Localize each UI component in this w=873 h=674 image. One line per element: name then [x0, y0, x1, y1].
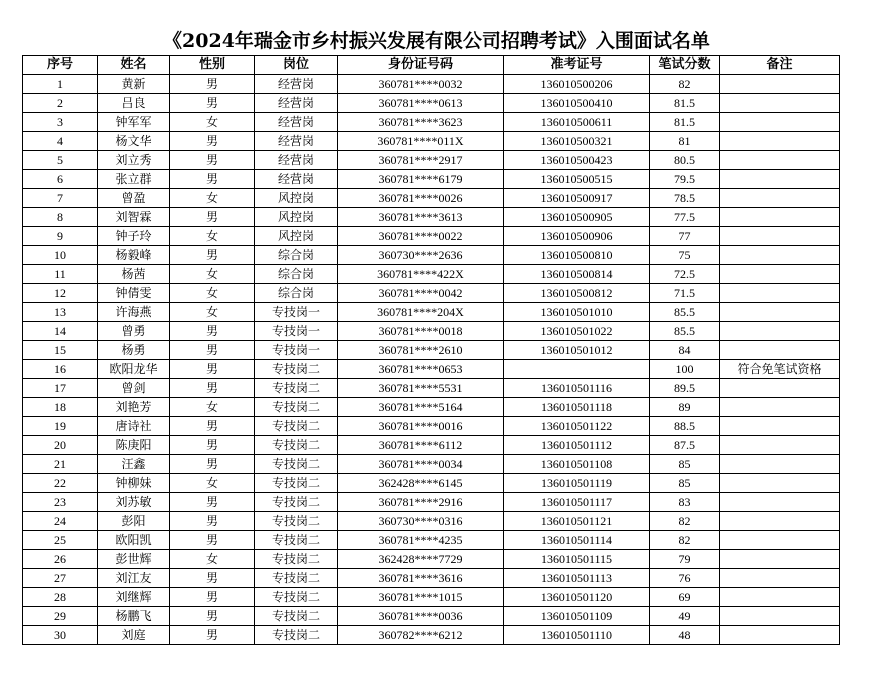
cell-score: 82 [650, 512, 720, 531]
cell-post: 专技岗二 [255, 588, 338, 607]
cell-exam-number: 136010501114 [504, 531, 650, 550]
cell-id-number: 362428****7729 [338, 550, 504, 569]
cell-score: 72.5 [650, 265, 720, 284]
cell-gender: 女 [170, 265, 255, 284]
cell-note [720, 94, 840, 113]
cell-name: 曾勇 [98, 322, 170, 341]
cell-index: 28 [23, 588, 98, 607]
cell-score: 84 [650, 341, 720, 360]
cell-index: 26 [23, 550, 98, 569]
cell-post: 专技岗二 [255, 569, 338, 588]
table-row [23, 113, 840, 132]
table-row [23, 455, 840, 474]
cell-exam-number: 136010501110 [504, 626, 650, 645]
cell-note [720, 132, 840, 151]
cell-note [720, 189, 840, 208]
cell-index: 18 [23, 398, 98, 417]
cell-id-number: 360781****0036 [338, 607, 504, 626]
cell-note [720, 455, 840, 474]
cell-note: 符合免笔试资格 [720, 360, 840, 379]
cell-id-number: 360781****0042 [338, 284, 504, 303]
cell-post: 专技岗一 [255, 303, 338, 322]
cell-exam-number: 136010500810 [504, 246, 650, 265]
cell-exam-number: 136010501120 [504, 588, 650, 607]
cell-id-number: 360781****0022 [338, 227, 504, 246]
cell-id-number: 360781****3616 [338, 569, 504, 588]
cell-id-number: 360781****0026 [338, 189, 504, 208]
cell-post: 风控岗 [255, 189, 338, 208]
cell-name: 杨文华 [98, 132, 170, 151]
cell-score: 81.5 [650, 94, 720, 113]
cell-name: 杨茜 [98, 265, 170, 284]
cell-score: 83 [650, 493, 720, 512]
table-row [23, 512, 840, 531]
cell-index: 24 [23, 512, 98, 531]
cell-gender: 男 [170, 75, 255, 94]
cell-gender: 男 [170, 455, 255, 474]
cell-post: 专技岗二 [255, 550, 338, 569]
cell-index: 29 [23, 607, 98, 626]
cell-name: 刘继辉 [98, 588, 170, 607]
cell-note [720, 550, 840, 569]
table-row [23, 341, 840, 360]
cell-index: 25 [23, 531, 98, 550]
cell-index: 13 [23, 303, 98, 322]
cell-id-number: 360781****2610 [338, 341, 504, 360]
cell-name: 杨勇 [98, 341, 170, 360]
cell-score: 79 [650, 550, 720, 569]
cell-note [720, 341, 840, 360]
cell-score: 87.5 [650, 436, 720, 455]
cell-score: 85 [650, 474, 720, 493]
cell-gender: 男 [170, 151, 255, 170]
header-id-number: 身份证号码 [338, 56, 504, 75]
cell-name: 曾剑 [98, 379, 170, 398]
cell-score: 79.5 [650, 170, 720, 189]
cell-exam-number: 136010501113 [504, 569, 650, 588]
cell-post: 风控岗 [255, 208, 338, 227]
cell-post: 专技岗二 [255, 531, 338, 550]
table-row [23, 588, 840, 607]
cell-exam-number: 136010501108 [504, 455, 650, 474]
cell-gender: 男 [170, 493, 255, 512]
table-row [23, 531, 840, 550]
cell-note [720, 607, 840, 626]
cell-score: 49 [650, 607, 720, 626]
table-row [23, 246, 840, 265]
header-note: 备注 [720, 56, 840, 75]
cell-post: 专技岗二 [255, 398, 338, 417]
cell-id-number: 360782****6212 [338, 626, 504, 645]
cell-index: 11 [23, 265, 98, 284]
cell-index: 16 [23, 360, 98, 379]
cell-index: 19 [23, 417, 98, 436]
cell-note [720, 531, 840, 550]
cell-post: 经营岗 [255, 113, 338, 132]
cell-exam-number [504, 360, 650, 379]
cell-id-number: 360781****422X [338, 265, 504, 284]
table-row [23, 626, 840, 645]
cell-index: 9 [23, 227, 98, 246]
cell-index: 3 [23, 113, 98, 132]
cell-name: 黄新 [98, 75, 170, 94]
cell-name: 吕良 [98, 94, 170, 113]
table-row [23, 303, 840, 322]
cell-post: 专技岗二 [255, 474, 338, 493]
cell-score: 82 [650, 75, 720, 94]
cell-id-number: 360781****5164 [338, 398, 504, 417]
cell-note [720, 208, 840, 227]
cell-post: 专技岗二 [255, 607, 338, 626]
cell-id-number: 360781****3623 [338, 113, 504, 132]
cell-score: 76 [650, 569, 720, 588]
cell-gender: 女 [170, 227, 255, 246]
cell-id-number: 360730****0316 [338, 512, 504, 531]
cell-gender: 男 [170, 436, 255, 455]
table-row [23, 493, 840, 512]
cell-gender: 男 [170, 132, 255, 151]
table-row [23, 284, 840, 303]
cell-exam-number: 136010500206 [504, 75, 650, 94]
cell-gender: 男 [170, 94, 255, 113]
candidate-table [22, 55, 840, 645]
cell-index: 15 [23, 341, 98, 360]
cell-note [720, 569, 840, 588]
table-row [23, 265, 840, 284]
cell-post: 经营岗 [255, 170, 338, 189]
table-header-row [23, 56, 840, 75]
cell-name: 刘立秀 [98, 151, 170, 170]
cell-gender: 男 [170, 360, 255, 379]
cell-id-number: 360781****5531 [338, 379, 504, 398]
cell-name: 刘江友 [98, 569, 170, 588]
cell-post: 经营岗 [255, 151, 338, 170]
cell-post: 专技岗一 [255, 341, 338, 360]
cell-exam-number: 136010500515 [504, 170, 650, 189]
cell-name: 张立群 [98, 170, 170, 189]
cell-note [720, 75, 840, 94]
header-exam-number: 准考证号 [504, 56, 650, 75]
page-title: 《2024年瑞金市乡村振兴发展有限公司招聘考试》入围面试名单 [163, 30, 710, 52]
cell-gender: 女 [170, 113, 255, 132]
header-index: 序号 [23, 56, 98, 75]
cell-note [720, 379, 840, 398]
cell-gender: 男 [170, 170, 255, 189]
cell-gender: 男 [170, 208, 255, 227]
cell-name: 刘庭 [98, 626, 170, 645]
cell-post: 综合岗 [255, 284, 338, 303]
cell-exam-number: 136010501109 [504, 607, 650, 626]
cell-exam-number: 136010501010 [504, 303, 650, 322]
cell-name: 杨毅峰 [98, 246, 170, 265]
cell-id-number: 360781****0016 [338, 417, 504, 436]
cell-post: 经营岗 [255, 94, 338, 113]
cell-note [720, 322, 840, 341]
cell-index: 27 [23, 569, 98, 588]
table-row [23, 417, 840, 436]
cell-note [720, 284, 840, 303]
cell-name: 钟倩雯 [98, 284, 170, 303]
cell-id-number: 360781****4235 [338, 531, 504, 550]
cell-score: 85.5 [650, 322, 720, 341]
cell-note [720, 151, 840, 170]
cell-score: 85 [650, 455, 720, 474]
cell-index: 6 [23, 170, 98, 189]
cell-score: 48 [650, 626, 720, 645]
cell-index: 21 [23, 455, 98, 474]
cell-name: 欧阳龙华 [98, 360, 170, 379]
cell-exam-number: 136010501112 [504, 436, 650, 455]
table-row [23, 379, 840, 398]
cell-post: 专技岗二 [255, 360, 338, 379]
cell-id-number: 360730****2636 [338, 246, 504, 265]
table-row [23, 189, 840, 208]
cell-name: 刘苏敏 [98, 493, 170, 512]
cell-note [720, 113, 840, 132]
cell-gender: 男 [170, 417, 255, 436]
table-row [23, 170, 840, 189]
cell-index: 10 [23, 246, 98, 265]
header-name: 姓名 [98, 56, 170, 75]
cell-exam-number: 136010500611 [504, 113, 650, 132]
cell-post: 综合岗 [255, 246, 338, 265]
table-row [23, 360, 840, 379]
cell-score: 81 [650, 132, 720, 151]
cell-post: 专技岗二 [255, 626, 338, 645]
header-gender: 性别 [170, 56, 255, 75]
cell-id-number: 360781****011X [338, 132, 504, 151]
cell-id-number: 360781****204X [338, 303, 504, 322]
cell-name: 刘艳芳 [98, 398, 170, 417]
cell-name: 钟子玲 [98, 227, 170, 246]
cell-id-number: 360781****1015 [338, 588, 504, 607]
cell-index: 14 [23, 322, 98, 341]
cell-name: 汪鑫 [98, 455, 170, 474]
cell-name: 杨鹏飞 [98, 607, 170, 626]
cell-gender: 男 [170, 607, 255, 626]
cell-score: 88.5 [650, 417, 720, 436]
cell-gender: 男 [170, 531, 255, 550]
cell-id-number: 360781****3613 [338, 208, 504, 227]
cell-exam-number: 136010500917 [504, 189, 650, 208]
cell-gender: 男 [170, 512, 255, 531]
cell-exam-number: 136010501116 [504, 379, 650, 398]
cell-index: 22 [23, 474, 98, 493]
cell-name: 彭阳 [98, 512, 170, 531]
cell-index: 7 [23, 189, 98, 208]
cell-post: 专技岗二 [255, 455, 338, 474]
cell-name: 欧阳凯 [98, 531, 170, 550]
table-row [23, 75, 840, 94]
cell-note [720, 626, 840, 645]
cell-post: 专技岗二 [255, 417, 338, 436]
cell-index: 12 [23, 284, 98, 303]
cell-post: 经营岗 [255, 75, 338, 94]
cell-post: 风控岗 [255, 227, 338, 246]
cell-name: 陈庚阳 [98, 436, 170, 455]
cell-exam-number: 136010501118 [504, 398, 650, 417]
cell-note [720, 588, 840, 607]
cell-post: 经营岗 [255, 132, 338, 151]
cell-note [720, 474, 840, 493]
cell-name: 刘智霖 [98, 208, 170, 227]
table-row [23, 398, 840, 417]
cell-name: 钟柳妹 [98, 474, 170, 493]
cell-exam-number: 136010500410 [504, 94, 650, 113]
cell-gender: 女 [170, 189, 255, 208]
cell-score: 77.5 [650, 208, 720, 227]
cell-gender: 女 [170, 398, 255, 417]
cell-index: 2 [23, 94, 98, 113]
cell-gender: 女 [170, 474, 255, 493]
cell-note [720, 265, 840, 284]
cell-id-number: 360781****0653 [338, 360, 504, 379]
cell-score: 89.5 [650, 379, 720, 398]
cell-post: 专技岗二 [255, 512, 338, 531]
cell-gender: 男 [170, 626, 255, 645]
cell-id-number: 360781****6179 [338, 170, 504, 189]
cell-score: 80.5 [650, 151, 720, 170]
cell-score: 89 [650, 398, 720, 417]
cell-exam-number: 136010501122 [504, 417, 650, 436]
cell-exam-number: 136010501117 [504, 493, 650, 512]
table-row [23, 474, 840, 493]
table-row [23, 322, 840, 341]
cell-note [720, 417, 840, 436]
cell-score: 85.5 [650, 303, 720, 322]
header-post: 岗位 [255, 56, 338, 75]
cell-note [720, 303, 840, 322]
cell-gender: 女 [170, 303, 255, 322]
cell-gender: 男 [170, 341, 255, 360]
cell-exam-number: 136010500812 [504, 284, 650, 303]
cell-exam-number: 136010500423 [504, 151, 650, 170]
cell-name: 唐诗社 [98, 417, 170, 436]
cell-name: 彭世辉 [98, 550, 170, 569]
cell-note [720, 246, 840, 265]
table-row [23, 208, 840, 227]
cell-gender: 男 [170, 322, 255, 341]
cell-id-number: 360781****0018 [338, 322, 504, 341]
cell-exam-number: 136010501115 [504, 550, 650, 569]
cell-id-number: 360781****0032 [338, 75, 504, 94]
table-row [23, 227, 840, 246]
cell-exam-number: 136010501022 [504, 322, 650, 341]
header-score: 笔试分数 [650, 56, 720, 75]
cell-note [720, 436, 840, 455]
cell-id-number: 360781****6112 [338, 436, 504, 455]
cell-exam-number: 136010500814 [504, 265, 650, 284]
cell-exam-number: 136010501012 [504, 341, 650, 360]
cell-score: 78.5 [650, 189, 720, 208]
cell-score: 100 [650, 360, 720, 379]
cell-post: 专技岗二 [255, 379, 338, 398]
table-row [23, 607, 840, 626]
cell-note [720, 398, 840, 417]
cell-index: 8 [23, 208, 98, 227]
cell-note [720, 170, 840, 189]
cell-index: 30 [23, 626, 98, 645]
cell-score: 82 [650, 531, 720, 550]
cell-index: 17 [23, 379, 98, 398]
cell-index: 4 [23, 132, 98, 151]
cell-gender: 女 [170, 550, 255, 569]
cell-score: 77 [650, 227, 720, 246]
cell-post: 专技岗二 [255, 493, 338, 512]
table-row [23, 569, 840, 588]
cell-gender: 男 [170, 569, 255, 588]
table-body [23, 75, 840, 645]
cell-note [720, 512, 840, 531]
cell-name: 曾盈 [98, 189, 170, 208]
cell-exam-number: 136010500321 [504, 132, 650, 151]
cell-score: 71.5 [650, 284, 720, 303]
table-row [23, 151, 840, 170]
cell-id-number: 360781****0034 [338, 455, 504, 474]
cell-note [720, 493, 840, 512]
cell-index: 23 [23, 493, 98, 512]
cell-exam-number: 136010500906 [504, 227, 650, 246]
cell-id-number: 360781****2917 [338, 151, 504, 170]
cell-name: 许海燕 [98, 303, 170, 322]
cell-note [720, 227, 840, 246]
cell-exam-number: 136010501121 [504, 512, 650, 531]
cell-score: 81.5 [650, 113, 720, 132]
cell-id-number: 362428****6145 [338, 474, 504, 493]
cell-score: 69 [650, 588, 720, 607]
cell-exam-number: 136010501119 [504, 474, 650, 493]
cell-gender: 女 [170, 284, 255, 303]
cell-name: 钟军军 [98, 113, 170, 132]
cell-gender: 男 [170, 379, 255, 398]
cell-post: 专技岗二 [255, 436, 338, 455]
cell-gender: 男 [170, 588, 255, 607]
cell-index: 5 [23, 151, 98, 170]
table-row [23, 550, 840, 569]
cell-post: 综合岗 [255, 265, 338, 284]
cell-score: 75 [650, 246, 720, 265]
cell-id-number: 360781****2916 [338, 493, 504, 512]
cell-id-number: 360781****0613 [338, 94, 504, 113]
table-row [23, 94, 840, 113]
table-row [23, 436, 840, 455]
table-row [23, 132, 840, 151]
cell-gender: 男 [170, 246, 255, 265]
cell-exam-number: 136010500905 [504, 208, 650, 227]
cell-post: 专技岗一 [255, 322, 338, 341]
cell-index: 1 [23, 75, 98, 94]
cell-index: 20 [23, 436, 98, 455]
